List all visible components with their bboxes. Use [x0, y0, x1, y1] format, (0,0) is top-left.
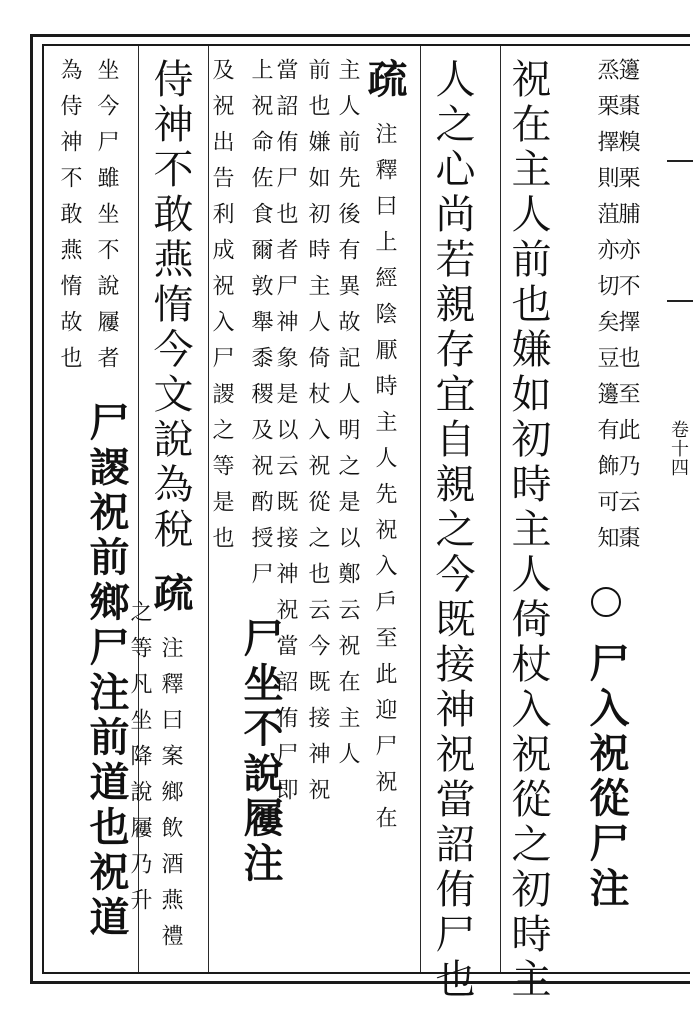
text-column-10 — [210, 58, 232, 562]
small-text: 前也嫌如初時主人倚杖入祝從之也云今既接神祝 — [305, 58, 330, 814]
text-column-9 — [237, 58, 284, 887]
column-rule — [500, 46, 501, 972]
text-column-4 — [429, 58, 475, 1003]
small-text: 坐今尸雖坐不說屨者 — [94, 58, 119, 382]
main-text: 人之心尚若親存宜自親之今既接神祝當詔侑尸也 — [429, 58, 475, 1003]
small-text: 烝栗擇則菹亦切矣豆籩有飾可知 — [594, 58, 619, 562]
heading-text: 尸謖祝前鄉尸注前道也祝道 — [83, 401, 130, 941]
small-text: 及祝出告利成祝入尸謖之等是也 — [209, 58, 234, 562]
text-column-14 — [58, 58, 80, 382]
section-circle-mark-icon — [591, 587, 621, 617]
heading-text: 尸坐不說屨注 — [237, 617, 284, 887]
small-text: 注釋曰上經陰厭時主人先祝入戶至此迎尸祝在 — [372, 122, 397, 842]
small-text: 為侍神不敢燕惰故也 — [57, 58, 82, 382]
small-text: 之等凡坐降說屨乃升 — [127, 600, 152, 924]
page-edge-tick — [667, 300, 693, 302]
text-column-6 — [336, 58, 358, 778]
margin-chapter-note: 卷十四 — [668, 420, 689, 477]
text-column-5 — [361, 58, 408, 842]
text-column-7 — [306, 58, 328, 814]
commentary-label: 疏 — [147, 572, 194, 617]
small-text: 注釋曰案鄉飲酒燕禮 — [158, 636, 183, 960]
column-rule — [420, 46, 421, 972]
main-text: 侍神不敢燕惰今文說為稅 — [147, 58, 193, 553]
small-text: 當詔侑尸也者尸神象是以云既接神祝當詔侑尸即 — [273, 58, 298, 814]
page-edge-tick — [667, 160, 693, 162]
small-text: 籩棗糗栗脯亦不擇也至此乃云棗 — [615, 58, 640, 562]
text-column-13 — [83, 58, 130, 941]
text-column-3 — [505, 58, 551, 1003]
small-text: 主人前先後有異故記人明之是以鄭云祝在主人 — [335, 58, 360, 778]
text-column-11 — [147, 58, 194, 960]
text-column-12 — [128, 600, 150, 924]
small-text: 上祝命佐食爾敦舉黍稷及祝酌授尸 — [248, 58, 273, 598]
commentary-label: 疏 — [361, 58, 408, 103]
heading-text: 尸入祝從尸注 — [583, 642, 630, 912]
main-text: 祝在主人前也嫌如初時主人倚杖入祝從之初時主 — [505, 58, 551, 1003]
